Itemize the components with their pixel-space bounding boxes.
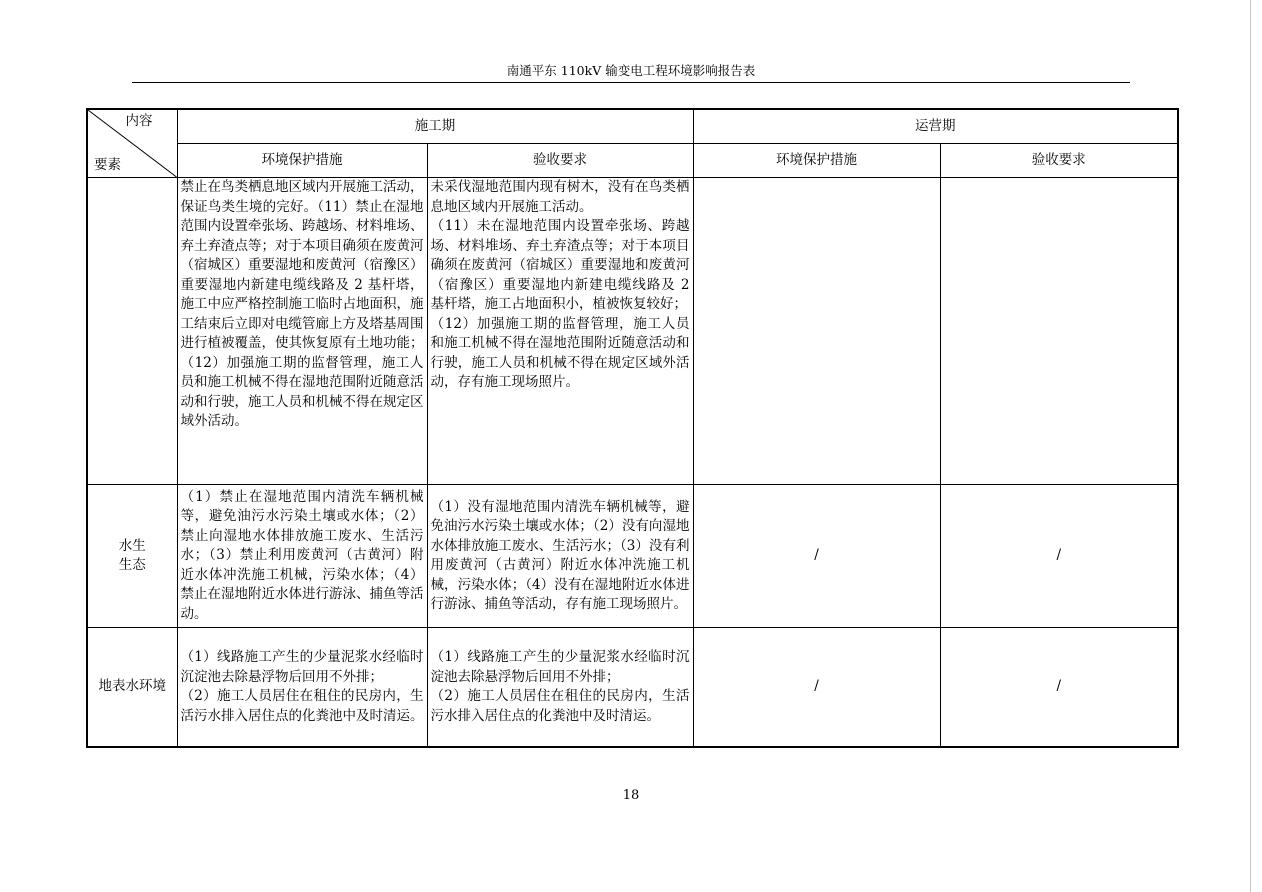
table-header-row-columns [87, 144, 1178, 178]
construction-measures-cell: 禁止在鸟类栖息地区域内开展施工活动，保证鸟类生境的完好。（11）禁止在湿地范围内设置牵张场、跨越场、材料堆场、弃土弃渣点等；对于本项目确须在废黄河（宿城区）重要湿地和废黄河（宿豫区）重要湿地内新建电缆线路及 2 基杆塔，施工中应严格控制施工临时占地面积，施工结束后立即对电缆管廊上方及塔基周围进行植被覆盖，使其恢复原有土地功能；（12）加强施工期的监督管理，施工人员和施工机械不得在湿地范围附近随意活动和行驶，施工人员和机械不得在规定区域外活动。 [177, 178, 427, 485]
table-header-row-phases [87, 109, 1178, 144]
header-operation-measures: 环境保护措施 [693, 144, 940, 178]
construction-measures-cell: （1）禁止在湿地范围内清洗车辆机械等，避免油污水污染土壤或水体；（2）禁止向湿地水体排放施工废水、生活污水；（3）禁止利用废黄河（古黄河）附近水体冲洗施工机械，污染水体；（4）禁止在湿地附近水体进行游泳、捕鱼等活动。 [177, 485, 427, 628]
page-edge-line [1250, 0, 1251, 892]
operation-acceptance-cell: / [940, 485, 1178, 628]
header-operation-acceptance: 验收要求 [940, 144, 1178, 178]
element-cell: 水生 生态 [87, 485, 177, 628]
page-header-title: 南通平东 110kV 输变电工程环境影响报告表 [506, 63, 756, 78]
page-number: 18 [622, 788, 640, 803]
operation-measures-cell: / [693, 628, 940, 748]
element-cell [87, 178, 177, 485]
table-row [87, 178, 1178, 485]
construction-acceptance-cell: （1）线路施工产生的少量泥浆水经临时沉淀池去除悬浮物后回用不外排； （2）施工人员居住在租住的民房内，生活污水排入居住点的化粪池中及时清运。 [427, 628, 693, 748]
operation-measures-cell [693, 178, 940, 485]
operation-acceptance-cell [940, 178, 1178, 485]
header-construction-phase: 施工期 [177, 109, 693, 144]
construction-measures-cell: （1）线路施工产生的少量泥浆水经临时沉淀池去除悬浮物后回用不外排； （2）施工人员居住在租住的民房内，生活污水排入居住点的化粪池中及时清运。 [177, 628, 427, 748]
element-cell: 地表水环境 [87, 628, 177, 748]
construction-acceptance-cell: （1）没有湿地范围内清洗车辆机械等，避免油污水污染土壤或水体；（2）没有向湿地水体排放施工废水、生活污水；（3）没有利用废黄河（古黄河）附近水体冲洗施工机械，污染水体；（4）没有在湿地附近水体进行游泳、捕鱼等活动，存有施工现场照片。 [427, 485, 693, 628]
table-row [87, 628, 1178, 748]
environment-measures-table [86, 108, 1179, 748]
operation-acceptance-cell: / [940, 628, 1178, 748]
construction-acceptance-cell: 未采伐湿地范围内现有树木，没有在鸟类栖息地区域内开展施工活动。 （11）未在湿地范围内设置牵张场、跨越场、材料堆场、弃土弃渣点等；对于本项目确须在废黄河（宿城区）重要湿地和废黄河（宿豫区）重要湿地内新建电缆线路及 2 基杆塔，施工占地面积小，植被恢复较好； （12）加强施工期的监督管理，施工人员和施工机械不得在湿地范围附近随意活动和行驶，施工人员和机械不得在规定区域外活动，存有施工现场照片。 [427, 178, 693, 485]
header-construction-measures: 环境保护措施 [177, 144, 427, 178]
header-construction-acceptance: 验收要求 [427, 144, 693, 178]
corner-diagonal-cell [87, 109, 177, 178]
operation-measures-cell: / [693, 485, 940, 628]
corner-label-content: 内容 [125, 113, 153, 129]
header-rule [132, 82, 1130, 83]
table-row [87, 485, 1178, 628]
corner-label-element: 要素 [94, 156, 121, 173]
header-operation-phase: 运营期 [693, 109, 1178, 144]
